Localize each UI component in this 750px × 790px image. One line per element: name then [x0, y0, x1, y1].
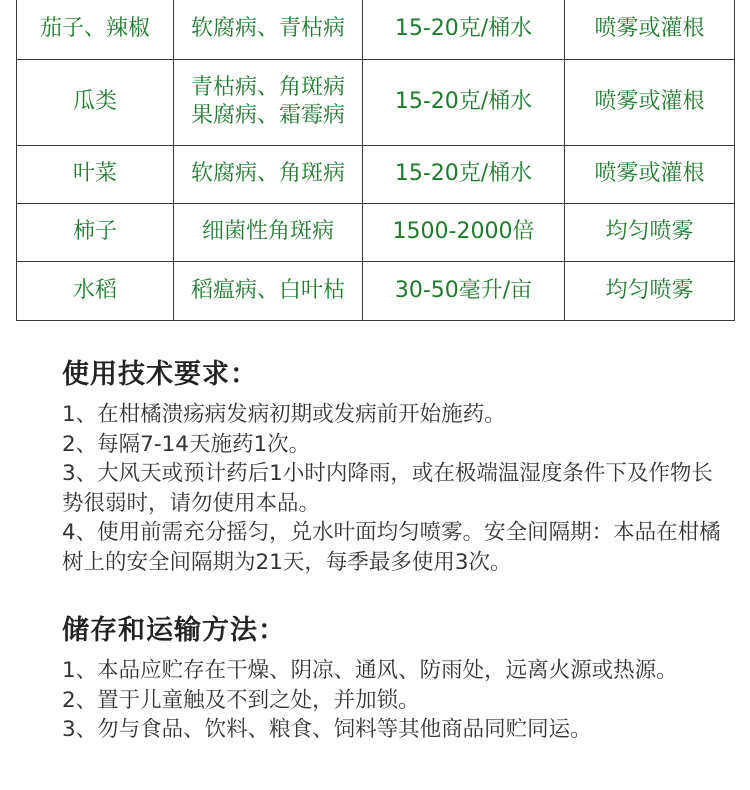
table-row — [17, 145, 735, 203]
dosage-cell: 30-50毫升/亩 — [363, 261, 565, 320]
storage-item: 2、置于儿童触及不到之处，并加锁。 — [62, 687, 420, 713]
storage-title: 储存和运输方法： — [62, 615, 286, 646]
storage-section — [62, 614, 722, 745]
disease-cell: 细菌性角斑病 — [174, 203, 363, 261]
table-row — [17, 59, 735, 145]
disease-cell: 软腐病、角斑病 — [174, 145, 363, 203]
usage-item: 2、每隔7-14天施药1次。 — [62, 431, 311, 457]
table-row — [17, 0, 735, 59]
crop-cell: 叶菜 — [17, 145, 174, 203]
usage-item: 4、使用前需充分摇匀，兑水叶面均匀喷雾。安全间隔期：本品在柑橘树上的安全间隔期为21天，每季最多使用3次。 — [62, 520, 721, 575]
crop-cell: 柿子 — [17, 203, 174, 261]
usage-text — [62, 400, 722, 577]
table-row — [17, 203, 735, 261]
method-cell: 喷雾或灌根 — [565, 0, 735, 59]
dosage-cell: 15-20克/桶水 — [363, 145, 565, 203]
method-cell: 均匀喷雾 — [565, 203, 735, 261]
usage-item: 1、在柑橘溃疡病发病初期或发病前开始施药。 — [62, 402, 506, 427]
usage-title: 使用技术要求： — [62, 359, 258, 390]
storage-item: 3、勿与食品、饮料、粮食、饲料等其他商品同贮同运。 — [62, 717, 592, 742]
usage-item: 3、大风天或预计药后1小时内降雨，或在极端温湿度条件下及作物长势很弱时，请勿使用本品。 — [62, 461, 713, 516]
dosage-cell: 15-20克/桶水 — [363, 59, 565, 145]
disease-cell: 青枯病、角斑病 果腐病、霜霉病 — [174, 59, 363, 145]
crop-cell: 水稻 — [17, 261, 174, 320]
method-cell: 喷雾或灌根 — [565, 145, 735, 203]
crop-cell: 茄子、辣椒 — [17, 0, 174, 59]
method-cell: 喷雾或灌根 — [565, 59, 735, 145]
method-cell: 均匀喷雾 — [565, 261, 735, 320]
dosage-table — [16, 0, 735, 321]
dosage-cell: 15-20克/桶水 — [363, 0, 565, 59]
storage-text — [62, 656, 722, 745]
table-row — [17, 261, 735, 320]
dosage-cell: 1500-2000倍 — [363, 203, 565, 261]
crop-cell: 瓜类 — [17, 59, 174, 145]
storage-item: 1、本品应贮存在干燥、阴凉、通风、防雨处，远离火源或热源。 — [62, 658, 678, 683]
disease-cell: 稻瘟病、白叶枯 — [174, 261, 363, 320]
usage-section — [62, 358, 722, 577]
disease-cell: 软腐病、青枯病 — [174, 0, 363, 59]
